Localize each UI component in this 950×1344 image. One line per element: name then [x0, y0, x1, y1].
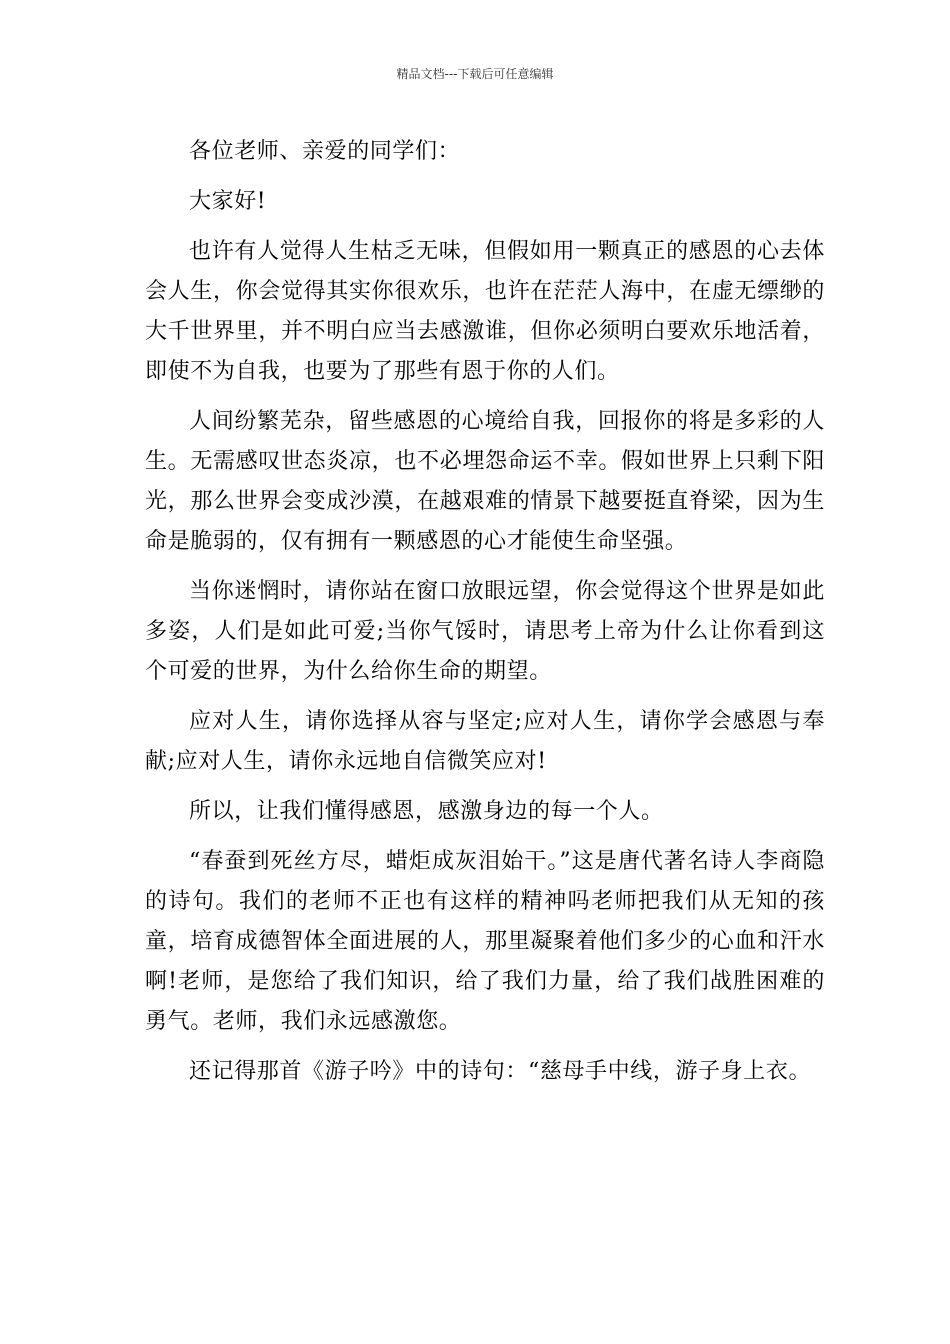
paragraph: 人间纷繁芜杂，留些感恩的心境给自我，回报你的将是多彩的人生。无需感叹世态炎凉，也不必埋怨命运不幸。假如世界上只剩下阳光，那么世界会变成沙漠，在越艰难的情景下越要挺直脊梁，因为生命是脆弱的，仅有拥有一颗感恩的心才能使生命坚强。	[145, 409, 825, 554]
paragraph: “春蚕到死丝方尽，蜡炬成灰泪始干。”这是唐代著名诗人李商隐的诗句。我们的老师不正也有这样的精神吗老师把我们从无知的孩童，培育成德智体全面进展的人，那里凝聚着他们多少的心血和汗水啊!老师，是您给了我们知识，给了我们力量，给了我们战胜困难的勇气。老师，我们永远感激您。	[145, 849, 825, 1034]
greeting: 大家好!	[189, 189, 267, 214]
document-body	[145, 132, 825, 1102]
paragraph: 也许有人觉得人生枯乏无味，但假如用一颗真正的感恩的心去体会人生，你会觉得其实你很欢乐，也许在茫茫人海中，在虚无缥缈的大千世界里，并不明白应当去感激谁，但你必须明白要欢乐地活着，即使不为自我，也要为了那些有恩于你的人们。	[145, 239, 825, 384]
salutation: 各位老师、亲爱的同学们：	[189, 139, 461, 164]
paragraph: 所以，让我们懂得感恩，感激身边的每一个人。	[189, 799, 664, 824]
page-header: 精品文档---下载后可任意编辑	[396, 67, 554, 81]
paragraph: 还记得那首《游子吟》中的诗句：“慈母手中线，游子身上衣。	[189, 1059, 812, 1084]
paragraph: 当你迷惘时，请你站在窗口放眼远望，你会觉得这个世界是如此多姿，人们是如此可爱;当你气馁时，请思考上帝为什么让你看到这个可爱的世界，为什么给你生命的期望。	[145, 579, 825, 684]
paragraph: 应对人生，请你选择从容与坚定;应对人生，请你学会感恩与奉献;应对人生，请你永远地自信微笑应对!	[145, 709, 825, 774]
